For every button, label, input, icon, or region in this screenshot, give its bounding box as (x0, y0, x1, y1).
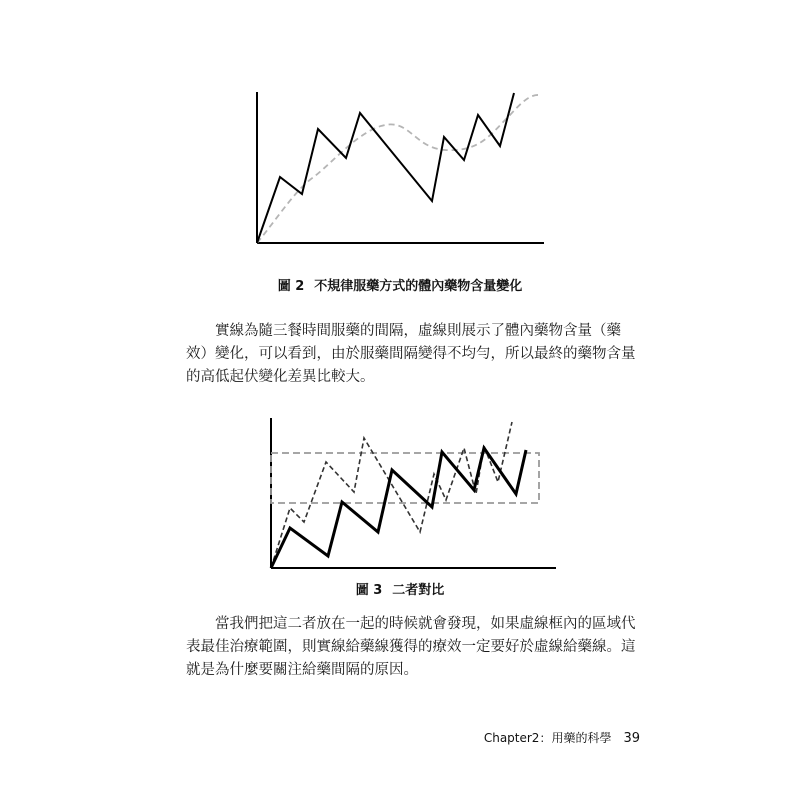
figure-2-caption-text: 不規律服藥方式的體內藥物含量變化 (314, 279, 523, 294)
paragraph-1-line-3: 的高低起伏變化差異比較大。 (186, 369, 375, 385)
figure-2-caption-number: 圖 2 (277, 279, 305, 294)
paragraph-1-line-2: 效）變化，可以看到，由於服藥間隔變得不均勻，所以最終的藥物含量 (186, 346, 636, 362)
paragraph-1 (186, 320, 646, 389)
figure-2-dashed-drug-level-curve (257, 95, 540, 243)
page-number: 39 (623, 731, 640, 746)
figure-2-caption (0, 275, 800, 294)
figure-3-plot (262, 410, 562, 580)
figure-3-caption-text: 二者對比 (392, 583, 445, 598)
paragraph-2 (186, 613, 646, 682)
figure-2-solid-dosing-line (257, 93, 514, 243)
figure-3-dashed-irregular-dosing-line (271, 422, 512, 568)
figure-3-caption-number: 圖 3 (355, 583, 383, 598)
page-footer (484, 729, 640, 746)
figure-3-caption (0, 579, 800, 598)
paragraph-2-line-3: 就是為什麼要關注給藥間隔的原因。 (186, 662, 418, 678)
paragraph-1-line-1: 實線為隨三餐時間服藥的間隔，虛線則展示了體內藥物含量（藥 (215, 323, 621, 339)
chapter-label: Chapter2：用藥的科學 (483, 731, 612, 745)
figure-2-plot (240, 80, 560, 255)
paragraph-2-line-2: 表最佳治療範圍，則實線給藥線獲得的療效一定要好於虛線給藥線。這 (186, 639, 636, 655)
paragraph-2-line-1: 當我們把這二者放在一起的時候就會發現，如果虛線框內的區域代 (215, 616, 636, 632)
